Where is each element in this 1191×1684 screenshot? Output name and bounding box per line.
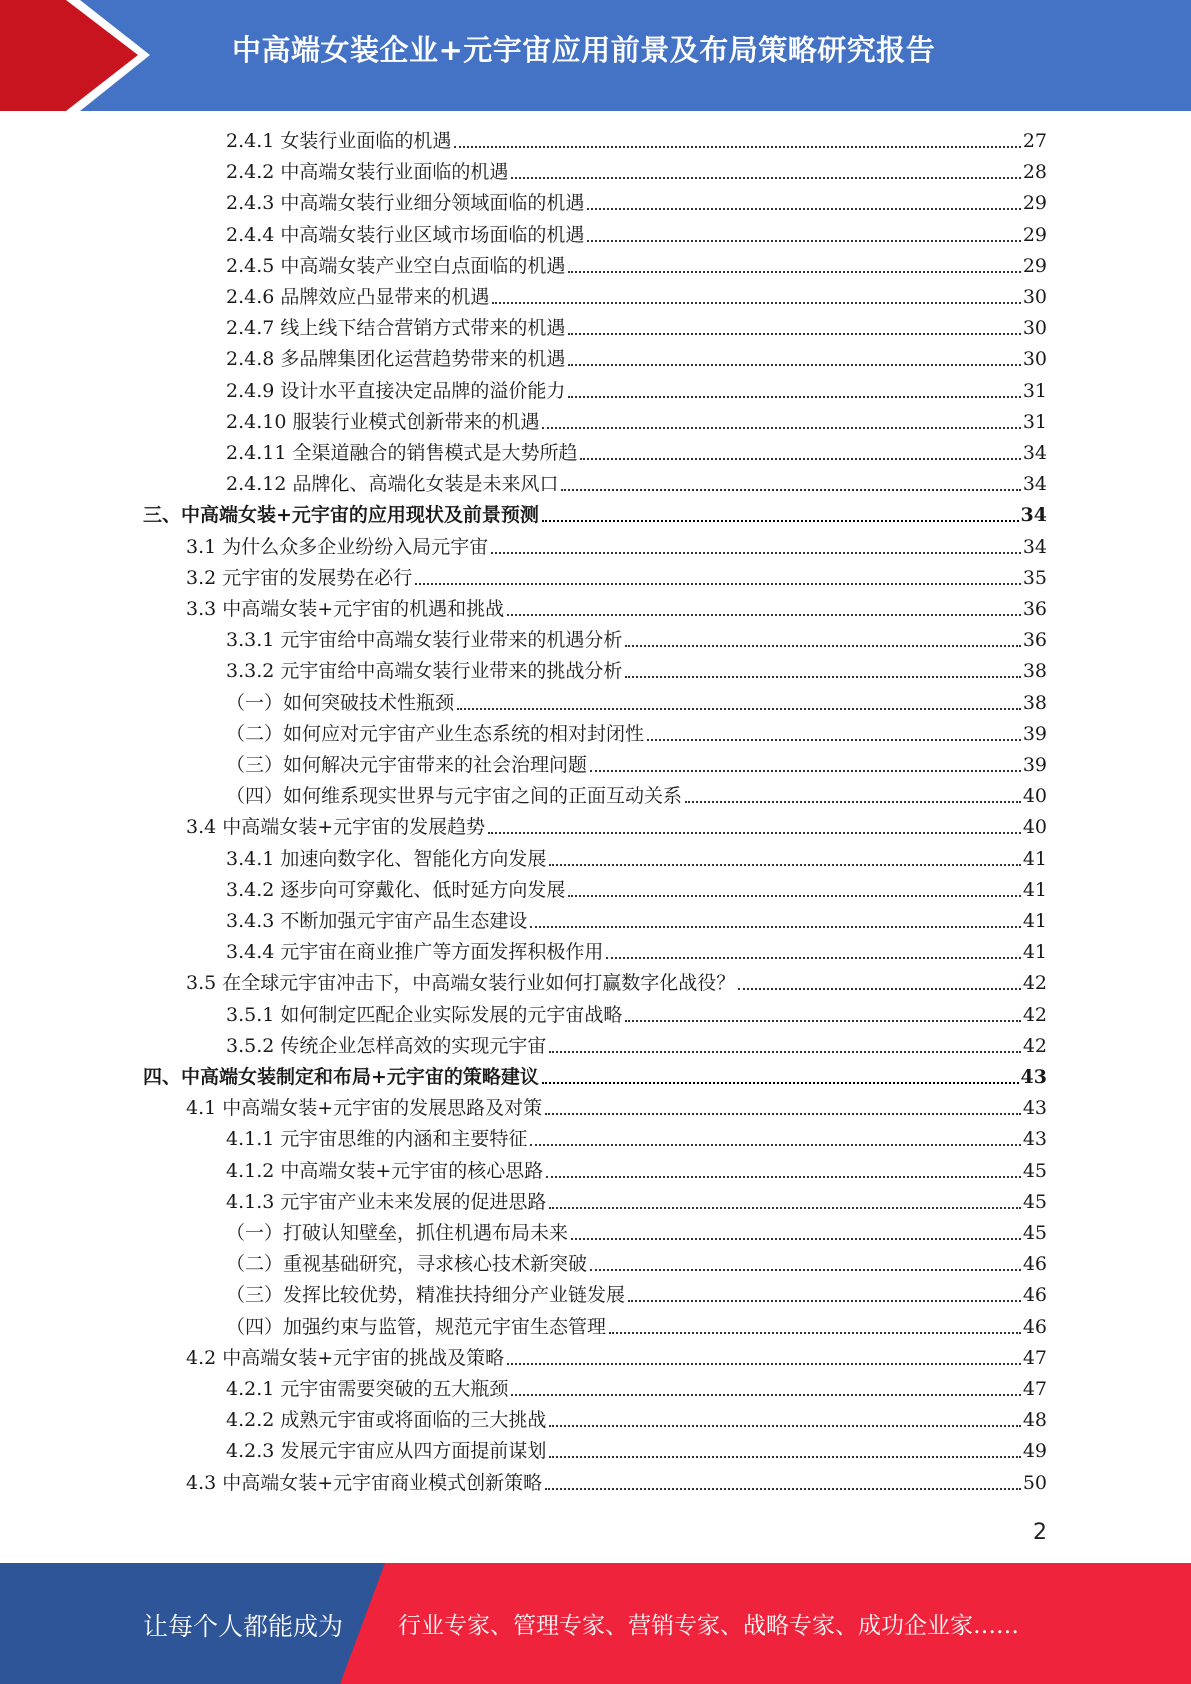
toc-dot-leader (457, 708, 1021, 710)
toc-entry[interactable] (186, 1344, 1047, 1370)
toc-dot-leader (561, 489, 1020, 491)
toc-entry-page: 42 (1022, 972, 1047, 995)
toc-dot-leader (491, 552, 1021, 554)
toc-entry-page: 42 (1022, 1034, 1047, 1057)
toc-entry[interactable] (226, 1125, 1047, 1151)
toc-entry[interactable] (226, 907, 1047, 933)
toc-dot-leader (545, 1113, 1021, 1115)
toc-dot-leader (488, 832, 1021, 834)
toc-dot-leader (625, 1020, 1020, 1022)
toc-dot-leader (606, 957, 1020, 959)
toc-entry-page: 35 (1022, 566, 1047, 589)
toc-entry-page: 27 (1022, 130, 1047, 152)
toc-dot-leader (549, 1051, 1020, 1053)
toc-dot-leader (549, 864, 1020, 866)
toc-dot-leader (628, 1300, 1021, 1302)
toc-entry[interactable] (226, 782, 1047, 808)
toc-entry[interactable] (226, 345, 1047, 371)
toc-entry[interactable] (226, 439, 1047, 465)
toc-entry-label: （三）发挥比较优势，精准扶持细分产业链发展 (226, 1284, 626, 1307)
page-header (0, 0, 1191, 111)
toc-entry-label: 3.3.1 元宇宙给中高端女装行业带来的机遇分析 (226, 629, 623, 652)
toc-dot-leader (568, 396, 1020, 398)
toc-entry[interactable] (226, 1188, 1047, 1214)
toc-entry-label: 3.3.2 元宇宙给中高端女装行业带来的挑战分析 (226, 660, 623, 683)
toc-dot-leader (590, 1269, 1021, 1271)
toc-entry-page: 41 (1022, 910, 1047, 932)
toc-dot-leader (568, 895, 1020, 897)
toc-dot-leader (549, 1425, 1020, 1427)
toc-entry[interactable] (143, 501, 1047, 527)
toc-entry[interactable] (226, 1157, 1047, 1183)
toc-entry-label: 3.4.1 加速向数字化、智能化方向发展 (226, 847, 547, 870)
toc-dot-leader (568, 364, 1020, 366)
toc-entry[interactable] (226, 283, 1047, 309)
toc-entry-page: 50 (1022, 1471, 1047, 1494)
toc-entry-page: 49 (1022, 1440, 1047, 1463)
toc-entry-label: 2.4.6 品牌效应凸显带来的机遇 (226, 286, 490, 308)
toc-dot-leader (590, 770, 1021, 772)
toc-dot-leader (625, 676, 1020, 678)
toc-entry[interactable] (186, 813, 1047, 839)
toc-entry-label: 2.4.12 品牌化、高端化女装是未来风口 (226, 473, 559, 496)
toc-entry[interactable] (226, 1219, 1047, 1245)
report-title: 中高端女装企业+元宇宙应用前景及布局策略研究报告 (232, 33, 936, 67)
toc-entry-label: 4.2 中高端女装+元宇宙的挑战及策略 (186, 1346, 505, 1369)
toc-entry-label: （三）如何解决元宇宙带来的社会治理问题 (226, 754, 588, 776)
toc-entry-page: 39 (1022, 754, 1047, 776)
toc-entry-label: 4.1 中高端女装+元宇宙的发展思路及对策 (186, 1097, 543, 1120)
toc-dot-leader (647, 739, 1021, 741)
footer-slogan-right: 行业专家、管理专家、营销专家、战略专家、成功企业家…… (398, 1613, 1019, 1639)
header-red-chevron (0, 0, 138, 111)
toc-dot-leader (549, 1456, 1020, 1458)
toc-entry-label: 2.4.11 全渠道融合的销售模式是大势所趋 (226, 442, 578, 464)
toc-entry-page: 38 (1022, 660, 1047, 683)
toc-entry[interactable] (226, 876, 1047, 902)
toc-dot-leader (542, 1082, 1019, 1084)
toc-entry-page: 30 (1022, 286, 1047, 308)
toc-entry-label: 2.4.2 中高端女装行业面临的机遇 (226, 161, 509, 184)
toc-entry-label: （一）如何突破技术性瓶颈 (226, 691, 455, 714)
toc-entry-page: 48 (1022, 1409, 1047, 1432)
toc-entry[interactable] (226, 845, 1047, 871)
toc-dot-leader (580, 458, 1020, 460)
toc-entry-label: 4.2.1 元宇宙需要突破的五大瓶颈 (226, 1378, 509, 1400)
toc-entry-page: 34 (1022, 535, 1047, 558)
toc-entry-label: （四）加强约束与监管，规范元宇宙生态管理 (226, 1315, 607, 1338)
toc-entry-label: 四、中高端女装制定和布局+元宇宙的策略建议 (143, 1066, 539, 1088)
page-footer (0, 1563, 1191, 1684)
toc-entry-label: 2.4.9 设计水平直接决定品牌的溢价能力 (226, 379, 566, 402)
toc-dot-leader (542, 520, 1019, 522)
toc-entry-label: 4.1.2 中高端女装+元宇宙的核心思路 (226, 1159, 544, 1182)
toc-entry[interactable] (226, 158, 1047, 184)
toc-entry-page: 29 (1022, 254, 1047, 277)
toc-dot-leader (625, 645, 1020, 647)
toc-dot-leader (568, 333, 1020, 335)
toc-entry[interactable] (226, 720, 1047, 746)
toc-dot-leader (545, 1488, 1021, 1490)
toc-entry-page: 29 (1022, 192, 1047, 215)
toc-entry[interactable] (226, 689, 1047, 715)
toc-entry-page: 38 (1022, 691, 1047, 714)
toc-entry-page: 30 (1022, 348, 1047, 371)
toc-entry-label: 3.5 在全球元宇宙冲击下，中高端女装行业如何打赢数字化战役？ (186, 972, 736, 995)
toc-entry-label: 3.1 为什么众多企业纷纷入局元宇宙 (186, 535, 489, 558)
toc-entry-label: 4.2.2 成熟元宇宙或将面临的三大挑战 (226, 1409, 547, 1432)
toc-entry-label: 3.3 中高端女装+元宇宙的机遇和挑战 (186, 598, 505, 620)
toc-entry-page: 31 (1022, 379, 1047, 402)
toc-entry[interactable] (186, 1469, 1047, 1495)
toc-entry[interactable] (226, 1406, 1047, 1432)
toc-entry[interactable] (226, 189, 1047, 215)
toc-entry[interactable] (186, 969, 1047, 995)
toc-entry-label: 2.4.4 中高端女装行业区域市场面临的机遇 (226, 223, 585, 246)
toc-entry-page: 42 (1022, 1003, 1047, 1026)
toc-entry-page: 41 (1022, 847, 1047, 870)
toc-entry-label: 3.5.1 如何制定匹配企业实际发展的元宇宙战略 (226, 1003, 623, 1026)
toc-entry-label: 2.4.1 女装行业面临的机遇 (226, 130, 452, 152)
toc-dot-leader (492, 302, 1020, 304)
toc-entry-label: 3.4.3 不断加强元宇宙产品生态建设 (226, 910, 528, 932)
toc-entry-label: 4.2.3 发展元宇宙应从四方面提前谋划 (226, 1440, 547, 1463)
toc-entry-label: 4.1.1 元宇宙思维的内涵和主要特征 (226, 1128, 528, 1151)
toc-dot-leader (511, 177, 1020, 179)
toc-dot-leader (530, 926, 1020, 928)
toc-entry[interactable] (143, 1063, 1047, 1089)
toc-entry[interactable] (226, 127, 1047, 153)
toc-entry[interactable] (226, 626, 1047, 652)
toc-dot-leader (530, 1144, 1020, 1146)
toc-entry-page: 29 (1022, 223, 1047, 246)
toc-entry-page: 45 (1022, 1190, 1047, 1213)
toc-dot-leader (571, 1238, 1021, 1240)
toc-entry-page: 31 (1022, 410, 1047, 433)
toc-entry[interactable] (226, 657, 1047, 683)
toc-dot-leader (507, 614, 1021, 616)
toc-entry[interactable] (226, 1375, 1047, 1401)
toc-entry[interactable] (186, 533, 1047, 559)
toc-dot-leader (511, 1394, 1020, 1396)
toc-entry-label: 4.1.3 元宇宙产业未来发展的促进思路 (226, 1190, 547, 1213)
toc-entry-label: 2.4.8 多品牌集团化运营趋势带来的机遇 (226, 348, 566, 371)
toc-dot-leader (549, 1207, 1020, 1209)
toc-entry-page: 46 (1022, 1315, 1047, 1338)
toc-dot-leader (685, 801, 1021, 803)
toc-entry[interactable] (226, 252, 1047, 278)
toc-entry-label: 3.2 元宇宙的发展势在必行 (186, 566, 413, 589)
toc-entry[interactable] (226, 1437, 1047, 1463)
toc-entry[interactable] (226, 221, 1047, 247)
toc-dot-leader (454, 146, 1020, 148)
footer-slogan-left: 让每个人都能成为 (143, 1612, 344, 1641)
toc-entry-page: 43 (1020, 1066, 1047, 1088)
toc-entry-label: （四）如何维系现实世界与元宇宙之间的正面互动关系 (226, 785, 683, 808)
toc-entry[interactable] (226, 751, 1047, 777)
toc-entry-page: 43 (1022, 1097, 1047, 1120)
toc-entry-label: 3.4 中高端女装+元宇宙的发展趋势 (186, 816, 486, 839)
toc-entry-page: 47 (1022, 1378, 1047, 1400)
toc-entry-page: 41 (1022, 941, 1047, 964)
toc-entry-label: 3.5.2 传统企业怎样高效的实现元宇宙 (226, 1034, 547, 1057)
toc-entry-page: 34 (1022, 473, 1047, 496)
toc-dot-leader (568, 271, 1020, 273)
toc-entry-label: 2.4.5 中高端女装产业空白点面临的机遇 (226, 254, 566, 277)
toc-dot-leader (546, 1176, 1021, 1178)
toc-entry-page: 40 (1022, 816, 1047, 839)
toc-entry-page: 30 (1022, 317, 1047, 340)
toc-entry-label: 三、中高端女装+元宇宙的应用现状及前景预测 (143, 504, 539, 527)
toc-entry[interactable] (226, 1032, 1047, 1058)
toc-entry-label: 3.4.4 元宇宙在商业推广等方面发挥积极作用 (226, 941, 604, 964)
toc-entry[interactable] (226, 470, 1047, 496)
toc-entry[interactable] (226, 377, 1047, 403)
toc-dot-leader (587, 208, 1020, 210)
toc-entry-page: 34 (1020, 504, 1047, 527)
toc-entry[interactable] (226, 1281, 1047, 1307)
toc-entry[interactable] (226, 938, 1047, 964)
toc-entry-page: 34 (1022, 442, 1047, 464)
toc-entry-label: （二）重视基础研究，寻求核心技术新突破 (226, 1253, 588, 1276)
toc-entry[interactable] (226, 1313, 1047, 1339)
toc-entry-label: （一）打破认知壁垒，抓住机遇布局未来 (226, 1222, 569, 1244)
toc-entry-label: 2.4.7 线上线下结合营销方式带来的机遇 (226, 317, 566, 340)
toc-entry-label: 2.4.10 服装行业模式创新带来的机遇 (226, 410, 540, 433)
toc-entry-page: 43 (1022, 1128, 1047, 1151)
toc-entry-page: 39 (1022, 722, 1047, 745)
toc-entry[interactable] (226, 314, 1047, 340)
toc-entry-label: 2.4.3 中高端女装行业细分领域面临的机遇 (226, 192, 585, 215)
toc-entry-page: 41 (1022, 878, 1047, 901)
toc-entry[interactable] (186, 564, 1047, 590)
toc-dot-leader (738, 988, 1021, 990)
toc-entry[interactable] (226, 1250, 1047, 1276)
toc-entry-page: 40 (1022, 785, 1047, 808)
toc-dot-leader (507, 1363, 1021, 1365)
toc-entry-page: 45 (1022, 1159, 1047, 1182)
toc-entry[interactable] (226, 408, 1047, 434)
toc-entry-page: 28 (1022, 161, 1047, 184)
toc-entry-page: 46 (1022, 1284, 1047, 1307)
toc-entry[interactable] (226, 1001, 1047, 1027)
toc-dot-leader (609, 1332, 1021, 1334)
toc-entry-page: 47 (1022, 1346, 1047, 1369)
toc-entry-page: 45 (1022, 1222, 1047, 1244)
toc-entry-label: （二）如何应对元宇宙产业生态系统的相对封闭性 (226, 722, 645, 745)
toc-dot-leader (415, 583, 1021, 585)
toc-entry-page: 46 (1022, 1253, 1047, 1276)
toc-entry[interactable] (186, 595, 1047, 621)
page-number: 2 (1033, 1520, 1047, 1545)
toc-entry-page: 36 (1022, 598, 1047, 620)
toc-entry-label: 4.3 中高端女装+元宇宙商业模式创新策略 (186, 1471, 543, 1494)
toc-dot-leader (542, 427, 1020, 429)
toc-entry[interactable] (186, 1094, 1047, 1120)
toc-entry-label: 3.4.2 逐步向可穿戴化、低时延方向发展 (226, 878, 566, 901)
toc-entry-page: 36 (1022, 629, 1047, 652)
toc-dot-leader (587, 240, 1020, 242)
